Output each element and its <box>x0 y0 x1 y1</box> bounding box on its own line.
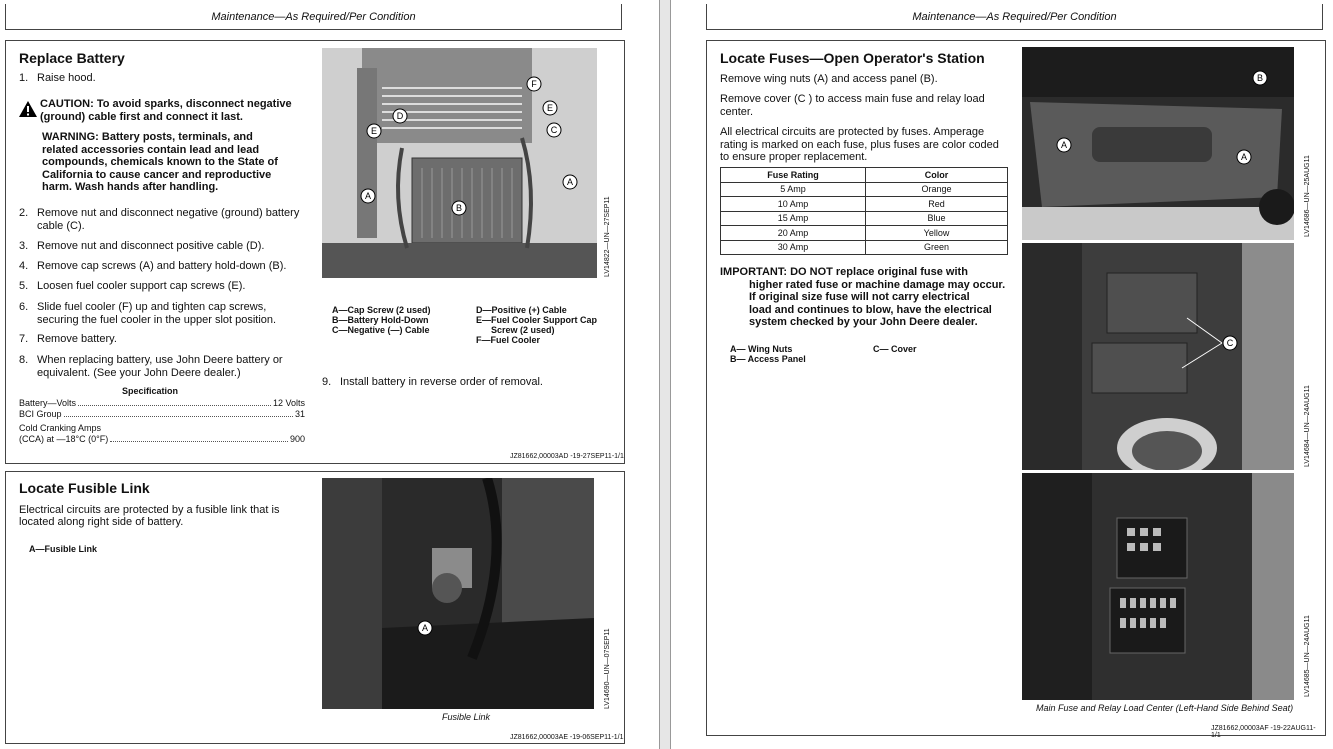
spec-row-bci <box>19 409 305 420</box>
fuse-rating-cell: 20 Amp <box>721 226 866 241</box>
important-line-4: load and continues to blow, have the electrical <box>749 304 992 316</box>
step-1 <box>19 72 319 85</box>
legend-c: C—Negative (—) Cable <box>332 325 430 335</box>
step-3 <box>19 240 319 253</box>
cover-illustration <box>1022 243 1294 470</box>
fusible-link-photo <box>322 478 594 709</box>
spec-label: Battery—Volts <box>19 398 77 408</box>
spec-value: 12 Volts <box>272 398 305 408</box>
warning-line-2: related accessories contain lead and lead <box>42 144 260 156</box>
spec-value: 900 <box>289 434 305 444</box>
fusible-link-title: Locate Fusible Link <box>19 480 150 496</box>
callout-e: E <box>546 103 554 113</box>
callout-c: C <box>1226 338 1234 348</box>
table-row <box>721 197 1008 212</box>
callout-d: D <box>396 111 404 121</box>
warning-line-4: California to cause cancer and reproductive <box>42 169 272 181</box>
callout-a: A <box>1240 152 1248 162</box>
fuses-p2-line2: center. <box>720 106 754 118</box>
fuse-rating-cell: 15 Amp <box>721 211 866 226</box>
step-number: 1. <box>19 72 29 84</box>
doc-id: JZ81662,00003AE -19-06SEP11-1/1 <box>510 734 624 741</box>
callout-a: A <box>364 191 372 201</box>
callout-f: F <box>531 79 537 89</box>
locate-fuses-title: Locate Fuses—Open Operator's Station <box>720 50 985 66</box>
step-text: Remove battery. <box>37 333 117 345</box>
battery-illustration <box>322 48 597 278</box>
step-text: cable (C). <box>37 219 85 232</box>
fuse-rating-cell: 10 Amp <box>721 197 866 212</box>
spec-label: (CCA) at —18°C (0°F) <box>19 434 109 444</box>
header-fuse-rating: Fuse Rating <box>721 168 866 183</box>
step-text: equivalent. (See your John Deere dealer.) <box>37 366 241 379</box>
locate-fuses-section <box>706 40 1326 739</box>
access-panel-photo <box>1022 47 1294 240</box>
fuse-rating-cell: 30 Amp <box>721 240 866 255</box>
step-number: 5. <box>19 280 29 292</box>
fuses-legend-b: B— Access Panel <box>730 354 806 364</box>
battery-photo-id: LV14822—UN—27SEP11 <box>604 196 611 277</box>
legend-e: E—Fuel Cooler Support Cap <box>476 315 598 325</box>
fuse-table <box>720 167 1008 255</box>
fusible-link-text-2: located along right side of battery. <box>19 516 184 528</box>
cover-photo <box>1022 243 1294 470</box>
fuses-p2-line1: Remove cover (C ) to access main fuse and relay load <box>720 93 985 105</box>
fusible-link-section <box>5 471 625 744</box>
step-text: Remove nut and disconnect positive cable (D). <box>37 240 265 252</box>
step-4 <box>19 260 319 273</box>
doc-id: JZ81662,00003AD -19-27SEP11-1/1 <box>510 453 624 460</box>
photo-id-2: LV14684—UN—24AUG11 <box>1304 385 1311 467</box>
warning-line-1: WARNING: Battery posts, terminals, and <box>42 131 253 143</box>
leader-dots <box>78 398 271 406</box>
callout-a: A <box>566 177 574 187</box>
replace-battery-title: Replace Battery <box>19 50 125 66</box>
right-page <box>670 0 1333 749</box>
step-text: Remove cap screws (A) and battery hold-down (B). <box>37 260 287 272</box>
fusible-link-photo-id: LV14690—UN—07SEP11 <box>604 628 611 709</box>
step-7 <box>19 333 319 346</box>
step-2 <box>19 207 319 233</box>
spec-row-battery <box>19 398 305 409</box>
photo-id-1: LV14686—UN—25AUG11 <box>1304 155 1311 237</box>
step-number: 8. <box>19 354 29 366</box>
fuses-p3-line1: All electrical circuits are protected by fuses. Amperage <box>720 126 985 138</box>
step-6 <box>19 301 319 327</box>
legend-a: A—Cap Screw (2 used) <box>332 305 431 315</box>
important-line-3: If original size fuse will not carry electrical <box>749 291 970 303</box>
fuse-color-cell: Green <box>866 240 1008 255</box>
table-row <box>721 226 1008 241</box>
step-text: Slide fuel cooler (F) up and tighten cap screws, <box>37 301 267 313</box>
step-text: securing the fuel cooler in the upper slot position. <box>37 313 277 326</box>
table-row <box>721 182 1008 197</box>
table-row <box>721 240 1008 255</box>
fuse-center-caption: Main Fuse and Relay Load Center (Left-Hand Side Behind Seat) <box>1036 703 1294 713</box>
fuse-color-cell: Red <box>866 197 1008 212</box>
fuses-legend-a: A— Wing Nuts <box>730 344 793 354</box>
legend-d: D—Positive (+) Cable <box>476 305 567 315</box>
step-number: 2. <box>19 207 29 219</box>
important-line-1: IMPORTANT: DO NOT replace original fuse with <box>720 266 968 278</box>
legend-f: F—Fuel Cooler <box>476 335 541 345</box>
fuse-center-illustration <box>1022 473 1294 700</box>
important-line-2: higher rated fuse or machine damage may occur. <box>749 279 1006 291</box>
callout-e: E <box>370 126 378 136</box>
step-text: Raise hood. <box>37 72 96 84</box>
replace-battery-section <box>5 40 625 464</box>
running-head-left: Maintenance—As Required/Per Condition <box>5 4 622 30</box>
fuse-color-cell: Yellow <box>866 226 1008 241</box>
fusible-link-legend: A—Fusible Link <box>29 544 98 554</box>
callout-b: B <box>1256 73 1264 83</box>
spec-title: Specification <box>122 386 179 396</box>
step-text: Remove nut and disconnect negative (ground) battery <box>37 207 300 219</box>
spec-label: BCI Group <box>19 409 62 419</box>
fuse-table-header <box>721 168 1008 183</box>
table-row <box>721 211 1008 226</box>
step-number: 7. <box>19 333 29 345</box>
legend-e-cont: Screw (2 used) <box>491 325 555 335</box>
step-8 <box>19 354 319 380</box>
step-text: Install battery in reverse order of removal. <box>340 376 543 388</box>
fuse-color-cell: Orange <box>866 182 1008 197</box>
fusible-link-text-1: Electrical circuits are protected by a fusible link that is <box>19 504 280 516</box>
step-number: 9. <box>322 376 332 388</box>
fuses-p3-line2: rating is marked on each fuse, plus fuses are color coded <box>720 139 999 151</box>
step-9 <box>322 376 622 389</box>
spec-value: 31 <box>294 409 305 419</box>
spec-row-cca <box>19 434 305 445</box>
left-page <box>0 0 660 749</box>
legend-b: B—Battery Hold-Down <box>332 315 429 325</box>
callout-b: B <box>455 203 463 213</box>
step-text: When replacing battery, use John Deere battery or <box>37 354 283 366</box>
battery-photo <box>322 48 597 278</box>
fuse-center-photo <box>1022 473 1294 700</box>
callout-c: C <box>550 125 558 135</box>
callout-a: A <box>421 623 429 633</box>
fuses-p1: Remove wing nuts (A) and access panel (B). <box>720 73 938 85</box>
leader-dots <box>64 409 293 417</box>
caution-line-1: CAUTION: To avoid sparks, disconnect negative <box>40 98 292 110</box>
fuses-legend-c: C— Cover <box>873 344 917 354</box>
caution-line-2: (ground) cable first and connect it last. <box>40 111 243 123</box>
step-number: 4. <box>19 260 29 272</box>
step-number: 3. <box>19 240 29 252</box>
step-5 <box>19 280 319 293</box>
warning-line-5: harm. Wash hands after handling. <box>42 181 219 193</box>
leader-dots <box>110 434 288 442</box>
step-number: 6. <box>19 301 29 313</box>
photo-id-3: LV14685—UN—24AUG11 <box>1304 615 1311 697</box>
caution-triangle-icon <box>18 100 38 118</box>
callout-a: A <box>1060 140 1068 150</box>
step-text: Loosen fuel cooler support cap screws (E). <box>37 280 246 292</box>
fusible-link-caption: Fusible Link <box>442 712 491 722</box>
fusible-link-illustration <box>322 478 594 709</box>
running-head-right: Maintenance—As Required/Per Condition <box>706 4 1323 30</box>
fuse-rating-cell: 5 Amp <box>721 182 866 197</box>
spec-cca-label-1: Cold Cranking Amps <box>19 423 102 433</box>
access-panel-illustration <box>1022 47 1294 240</box>
important-line-5: system checked by your John Deere dealer. <box>749 316 978 328</box>
header-color: Color <box>866 168 1008 183</box>
fuse-color-cell: Blue <box>866 211 1008 226</box>
warning-line-3: compounds, chemicals known to the State of <box>42 156 278 168</box>
fuses-p3-line3: to ensure proper replacement. <box>720 151 868 163</box>
doc-id: JZ81662,00003AF -19-22AUG11-1/1 <box>1211 725 1316 739</box>
